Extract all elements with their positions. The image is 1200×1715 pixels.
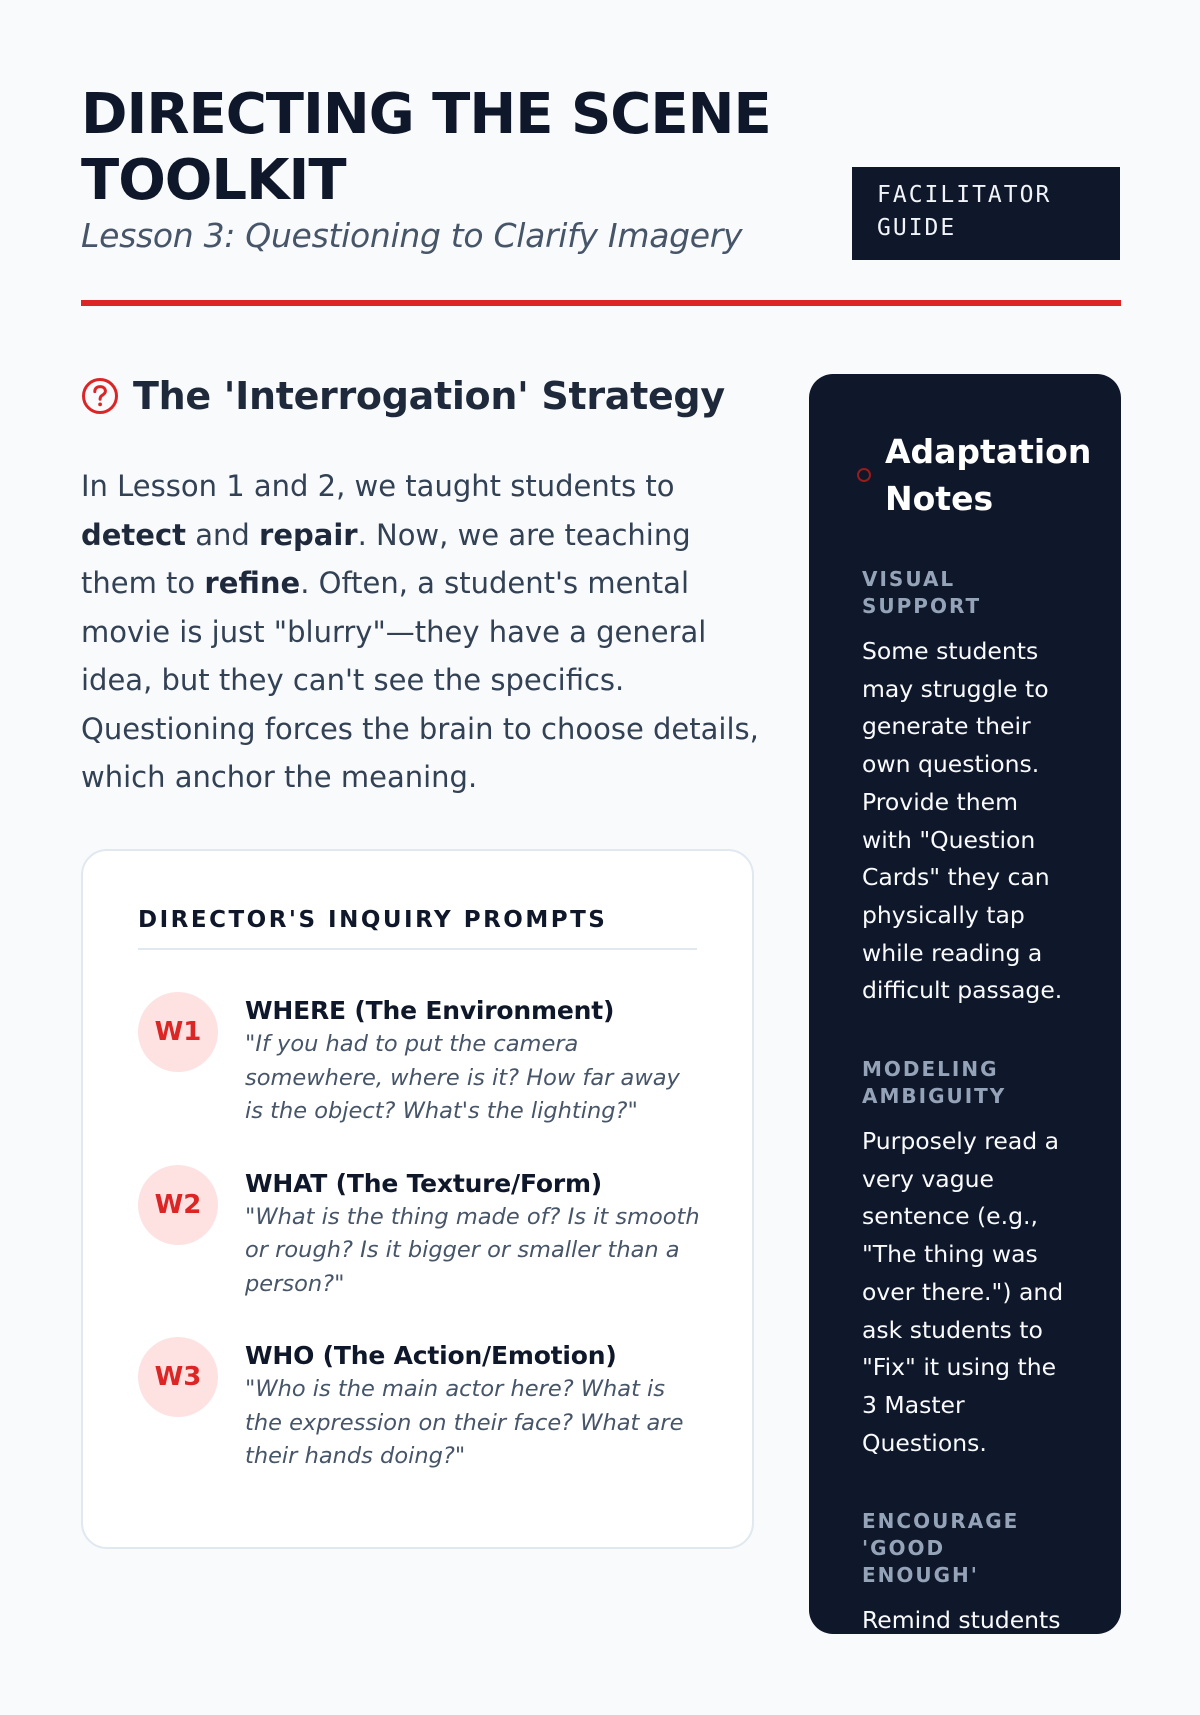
note-text: Purposely read a very vague sentence (e.g., "The thing was over there.") and ask students to "Fix" it using the 3 Master Questions.	[862, 1127, 1064, 1457]
prompt-quote: "What is the thing made of? Is it smooth or rough? Is it bigger or smaller than a person?"	[245, 1203, 700, 1297]
prompt-quote: "Who is the main actor here? What is the expression on their face? What are their hands doing?"	[245, 1376, 684, 1469]
prompt-body	[245, 994, 700, 1129]
note-item	[862, 566, 1091, 1010]
note-text: Some students may struggle to generate their own questions. Provide them with "Question Cards" they can physically tap while reading a difficult passage.	[862, 637, 1063, 1005]
question-circle-icon	[81, 377, 119, 415]
page-subtitle: Lesson 3: Questioning to Clarify Imagery	[81, 216, 743, 255]
intro-text: and	[186, 517, 260, 552]
sidebar-title: Adaptation Notes	[885, 432, 1092, 518]
sidebar-heading	[857, 428, 1091, 522]
intro-emphasis: repair	[259, 517, 358, 552]
prompt-body	[245, 1167, 700, 1302]
prompt-badge: W3	[138, 1337, 218, 1417]
adaptation-notes-sidebar	[809, 374, 1121, 1710]
card-title: DIRECTOR'S INQUIRY PROMPTS	[138, 907, 697, 950]
intro-text: In Lesson 1 and 2, we taught students to	[81, 469, 675, 503]
strategy-section	[81, 374, 761, 831]
intro-emphasis: refine	[204, 566, 301, 600]
section-title: The 'Interrogation' Strategy	[133, 374, 725, 418]
intro-emphasis: detect	[81, 517, 187, 552]
prompt-badge: W1	[138, 992, 218, 1072]
inquiry-prompts-card	[81, 849, 754, 1549]
page-title: DIRECTING THE SCENE TOOLKIT	[81, 82, 771, 213]
prompt-title: WHO (The Action/Emotion)	[245, 1341, 617, 1370]
intro-text: . Now, we are teaching them to	[81, 517, 691, 600]
prompt-badge: W2	[138, 1165, 218, 1245]
prompt-item	[138, 1165, 700, 1302]
note-label: VISUAL SUPPORT	[862, 567, 982, 618]
note-label: MODELING AMBIGUITY	[862, 1057, 1007, 1109]
note-item	[862, 1056, 1091, 1462]
intro-text: . Often, a student's mental movie is just "blurry"—they have a general idea, but they can't see the specifics. Questioning forces the brain to choose details, which anchor the meaning.	[81, 566, 759, 794]
intro-paragraph	[81, 462, 771, 802]
prompt-body	[245, 1339, 700, 1474]
bullet-icon	[857, 468, 871, 482]
facilitator-guide-badge: FACILITATOR GUIDE	[852, 167, 1120, 260]
note-label: ENCOURAGE 'GOOD ENOUGH'	[862, 1509, 1020, 1588]
prompt-item	[138, 1337, 697, 1474]
note-text: Remind students that if the author doesn't specify	[862, 1606, 1063, 1710]
prompt-title: WHAT (The Texture/Form)	[245, 1168, 603, 1198]
prompt-item	[138, 992, 697, 1129]
note-item	[862, 1508, 1091, 1715]
header-divider	[81, 300, 1121, 306]
prompt-quote: "If you had to put the camera somewhere, where is it? How far away is the object? What's the lighting?"	[245, 1031, 680, 1124]
section-heading	[81, 374, 761, 418]
prompt-title: WHERE (The Environment)	[245, 996, 615, 1025]
